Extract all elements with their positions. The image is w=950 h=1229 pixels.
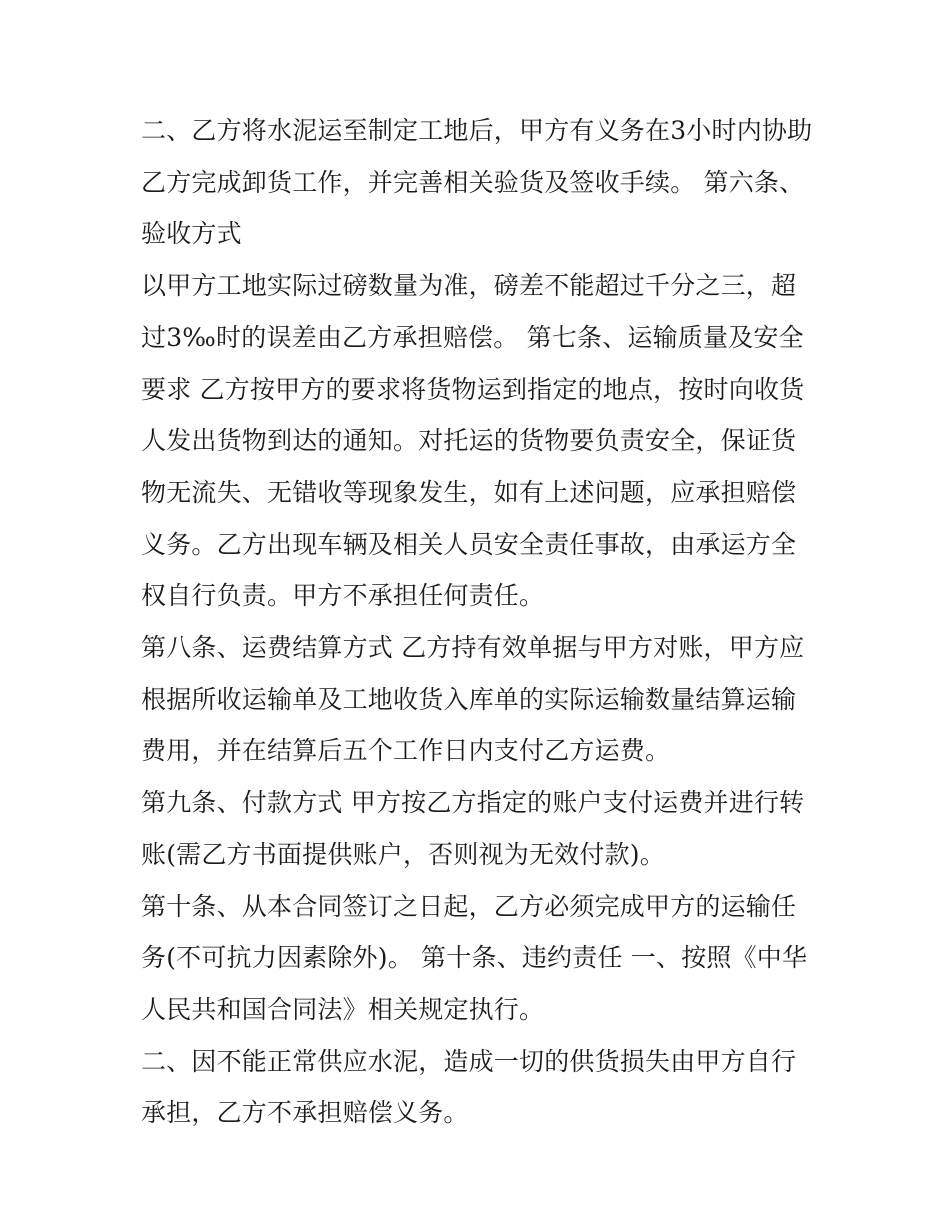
paragraph-settlement: 第八条、运费结算方式 乙方持有效单据与甲方对账，甲方应根据所收运输单及工地收货入库单的实际运输数量结算运输费用，并在结算后五个工作日内支付乙方运费。 — [141, 633, 805, 766]
paragraph-supply: 二、因不能正常供应水泥，造成一切的供货损失由甲方自行承担，乙方不承担赔偿义务。 — [141, 1046, 797, 1128]
paragraph-unloading: 二、乙方将水泥运至制定工地后，甲方有义务在3小时内协助乙方完成卸货工作，并完善相关验货及签收手续。 第六条、验收方式 — [141, 116, 813, 249]
document-body — [141, 105, 821, 1139]
paragraph-liability: 第十条、从本合同签订之日起，乙方必须完成甲方的运输任务(不可抗力因素除外)。 第十条、违约责任 一、按照《中华人民共和国合同法》相关规定执行。 — [141, 891, 808, 1024]
paragraph-payment: 第九条、付款方式 甲方按乙方指定的账户支付运费并进行转账(需乙方书面提供账户，否则视为无效付款)。 — [141, 788, 805, 869]
paragraph-acceptance: 以甲方工地实际过磅数量为准，磅差不能超过千分之三，超过3‰时的误差由乙方承担赔偿。 第七条、运输质量及安全要求 乙方按甲方的要求将货物运到指定的地点，按时向收货人发出货物到达的通知。对托运的货物要负责安全，保证货物无流失、无错收等现象发生，如有上述问题，应承担赔偿义务。乙方出现车辆及相关人员安全责任事故，由承运方全权自行负责。甲方不承担任何责任。 — [141, 271, 805, 611]
